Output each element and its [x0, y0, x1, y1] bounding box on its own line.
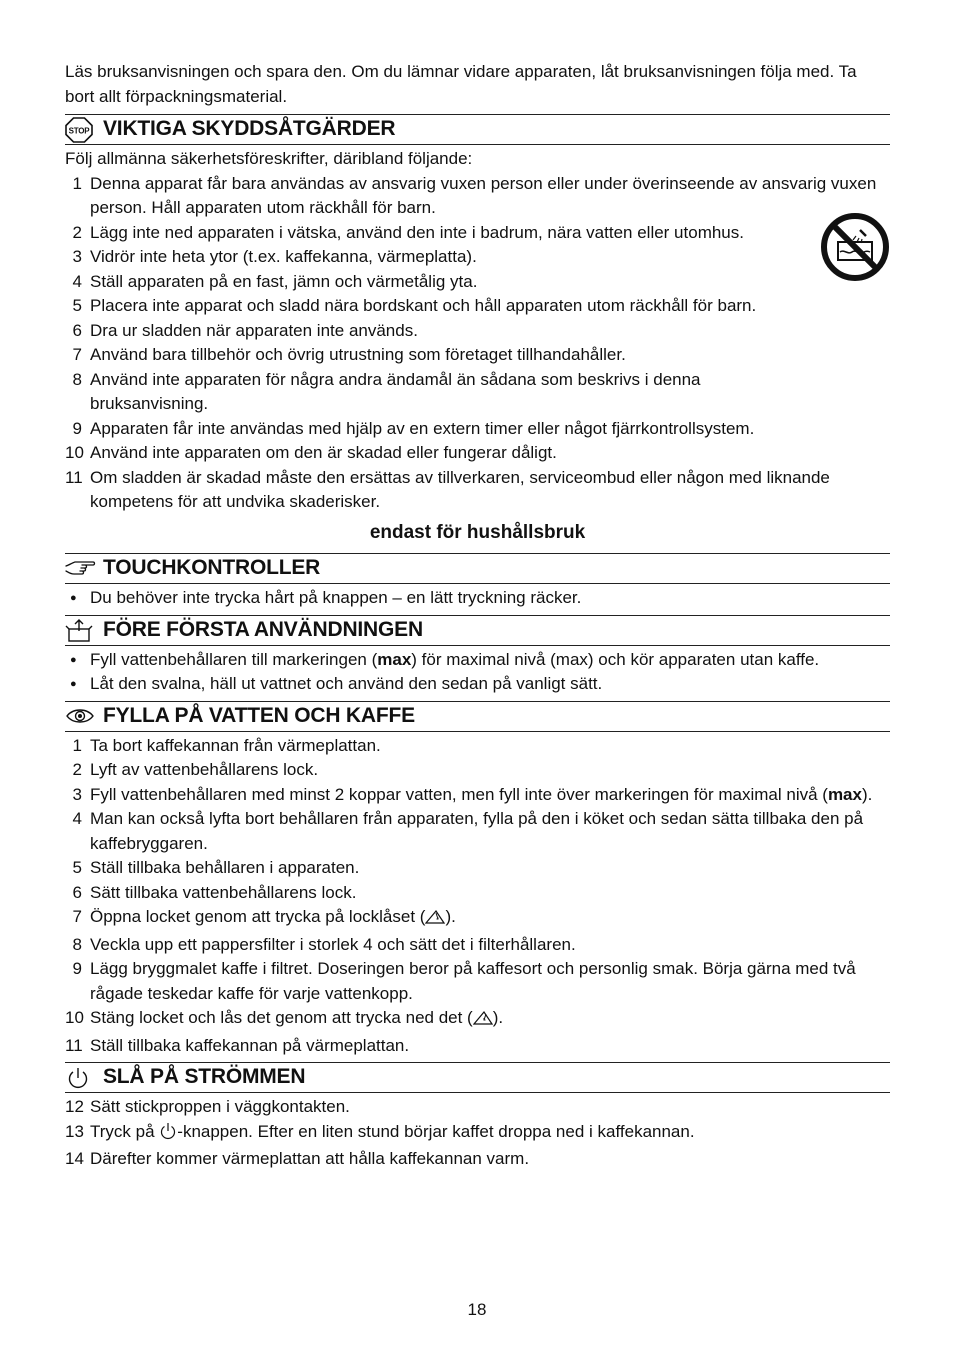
list-item: 1 Denna apparat får bara användas av ansvarig vuxen person eller under överinseende av ansvarig vuxen person. Håll apparaten utom räckhåll för barn. — [72, 173, 877, 217]
pointing-hand-icon — [65, 556, 103, 582]
list-item: 6 Sätt tillbaka vattenbehållarens lock. — [72, 882, 357, 902]
list-item: 6 Dra ur sladden när apparaten inte används. — [72, 320, 418, 340]
stop-icon — [65, 117, 103, 143]
list-item: 2 Lägg inte ned apparaten i vätska, använd den inte i badrum, nära vatten eller utomhus. — [72, 222, 744, 242]
no-water-warning-icon — [820, 212, 890, 282]
list-item: 13 Tryck på -knappen. Efter en liten stund börjar kaffet droppa ned i kaffekannan. — [65, 1120, 890, 1148]
list-item: 3 Fyll vattenbehållaren med minst 2 koppar vatten, men fyll inte över markeringen för maximal nivå (max). — [72, 784, 873, 804]
household-use-note: endast för hushållsbruk — [369, 521, 586, 543]
touch-header — [65, 553, 890, 584]
safety-header — [65, 114, 890, 145]
list-item: 4 Ställ apparaten på en fast, jämn och värmetålig yta. — [72, 271, 478, 291]
svg-text:STOP: STOP — [68, 126, 90, 135]
fill-header — [65, 701, 890, 732]
touch-list — [65, 586, 890, 611]
list-item: 14 Därefter kommer värmeplattan att hålla kaffekannan varm. — [65, 1149, 530, 1168]
lid-close-icon — [473, 1009, 493, 1034]
power-icon — [65, 1065, 103, 1091]
first-use-header — [65, 615, 890, 646]
list-item: ● Du behöver inte trycka hårt på knappen – en lätt tryckning räcker. — [65, 586, 890, 611]
list-item: 8 Använd inte apparaten för några andra ändamål än sådana som beskrivs i denna bruksanvisning. — [72, 369, 701, 413]
list-item: ● Fyll vattenbehållaren till markeringen (max) för maximal nivå (max) och kör apparaten utan kaffe. — [65, 648, 890, 673]
list-item: ● Låt den svalna, häll ut vattnet och använd den sedan på vanligt sätt. — [65, 672, 890, 697]
safety-list — [65, 172, 890, 515]
list-item: 2 Lyft av vattenbehållarens lock. — [72, 760, 319, 779]
eye-icon — [65, 703, 103, 729]
page-number: 18 — [467, 1300, 487, 1319]
list-item: 5 Placera inte apparat och sladd nära bordskant och håll apparaten utom räckhåll för barn. — [72, 296, 757, 315]
first-use-title: FÖRE FÖRSTA ANVÄNDNINGEN — [103, 617, 423, 641]
list-item: 12 Sätt stickproppen i väggkontakten. — [65, 1097, 350, 1116]
intro-text: Läs bruksanvisningen och spara den. Om du lämnar vidare apparaten, låt bruksanvisningen följa med. Ta bort allt förpackningsmaterial. — [65, 62, 857, 106]
power-title: SLÅ PÅ STRÖMMEN — [103, 1065, 306, 1089]
power-list — [65, 1095, 890, 1172]
unpack-box-icon — [65, 617, 103, 643]
power-icon — [159, 1122, 177, 1148]
touch-title: TOUCHKONTROLLER — [103, 556, 321, 580]
list-item: 1 Ta bort kaffekannan från värmeplattan. — [72, 735, 381, 755]
list-item: 11 Ställ tillbaka kaffekannan på värmeplattan. — [65, 1035, 410, 1055]
list-item: 10 Stäng locket och lås det genom att trycka ned det ( ). — [65, 1006, 890, 1034]
safety-lead: Följ allmänna säkerhetsföreskrifter, däribland följande: — [65, 149, 473, 168]
power-header — [65, 1062, 890, 1093]
fill-list — [65, 734, 890, 1059]
lid-open-icon — [425, 908, 445, 933]
list-item: 8 Veckla upp ett pappersfilter i storlek 4 och sätt det i filterhållaren. — [72, 934, 576, 954]
list-item: 4 Man kan också lyfta bort behållaren från apparaten, fylla på den i köket och sedan sätta tillbaka den på kaffebryggaren. — [72, 809, 864, 853]
list-item: 10 Använd inte apparaten om den är skadad eller fungerar dåligt. — [65, 443, 557, 462]
first-use-list — [65, 648, 890, 697]
list-item: 5 Ställ tillbaka behållaren i apparaten. — [72, 858, 360, 877]
list-item: 3 Vidrör inte heta ytor (t.ex. kaffekanna, värmeplatta). — [72, 247, 477, 266]
manual-page — [65, 60, 890, 1172]
list-item: 11 Om sladden är skadad måste den ersättas av tillverkaren, serviceombud eller någon med liknande kompetens för att undvika skaderisker. — [65, 467, 830, 511]
list-item: 7 Använd bara tillbehör och övrig utrustning som företaget tillhandahåller. — [72, 345, 626, 364]
list-item: 9 Lägg bryggmalet kaffe i filtret. Doseringen beror på kaffesort och personlig smak. Börja gärna med två rågade teskedar kaffe för varje vattenkopp. — [72, 959, 856, 1003]
fill-title: FYLLA PÅ VATTEN OCH KAFFE — [103, 703, 415, 727]
safety-title: VIKTIGA SKYDDSÅTGÄRDER — [103, 117, 396, 141]
list-item: 9 Apparaten får inte användas med hjälp av en extern timer eller något fjärrkontrollsystem. — [72, 418, 755, 438]
list-item: 7 Öppna locket genom att trycka på locklåset ( ). — [65, 905, 890, 933]
